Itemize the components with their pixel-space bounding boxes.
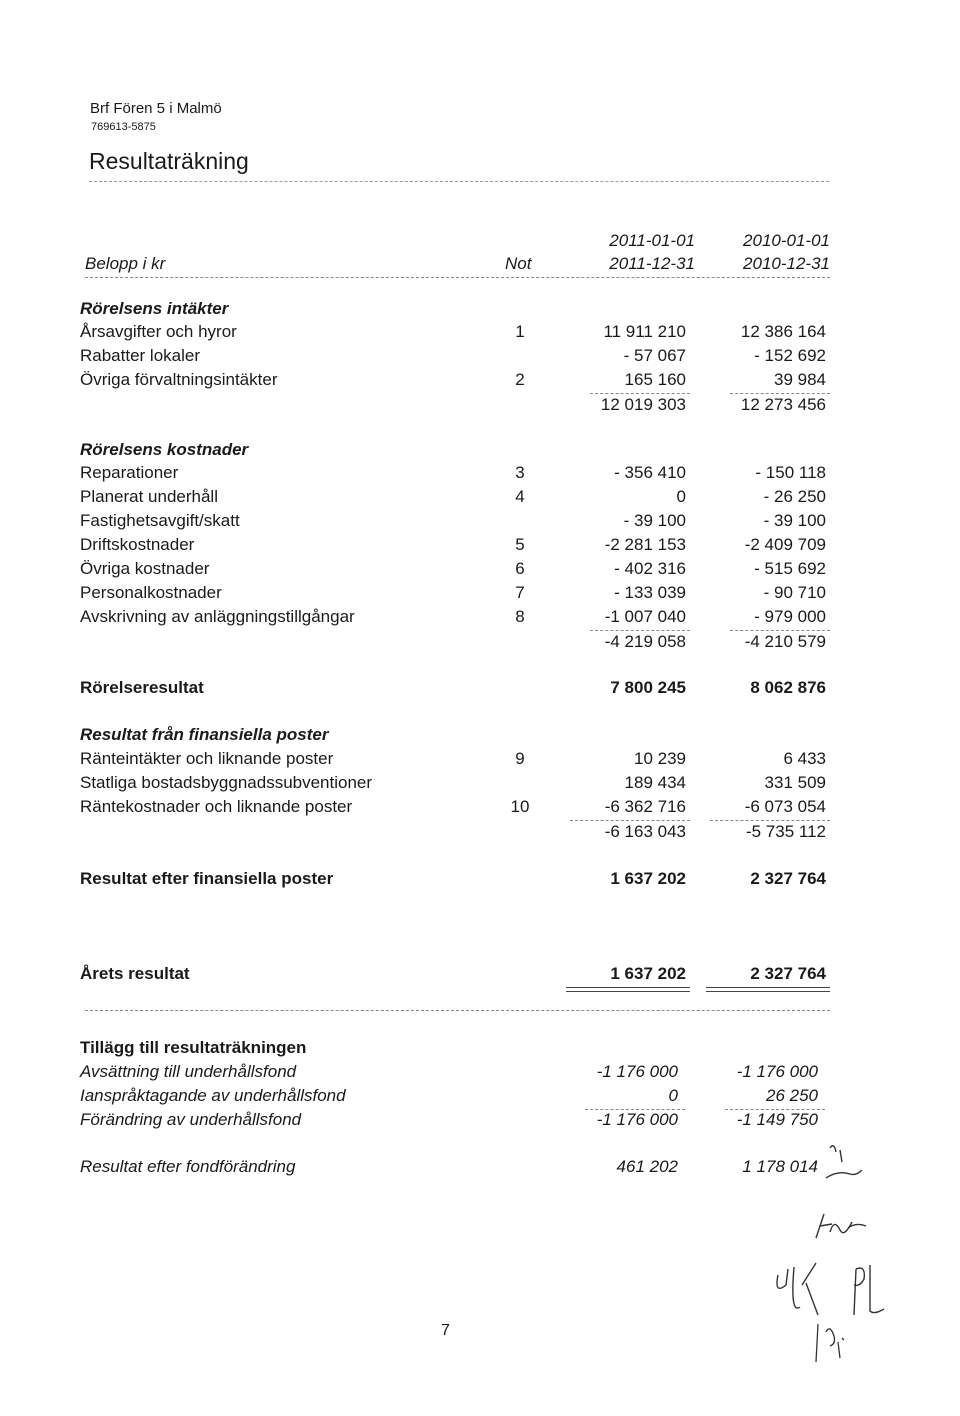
row-value-2011: 0 [676, 487, 686, 506]
page-number: 7 [441, 1322, 450, 1339]
period2-from: 2010-01-01 [743, 231, 830, 250]
row-note: 4 [515, 487, 525, 506]
row-label: Reparationer [80, 463, 179, 482]
row-label: Personalkostnader [80, 583, 222, 602]
row-value-2010: 8 062 876 [750, 678, 826, 697]
row-value-2011: - 39 100 [623, 511, 686, 530]
subtotal-row [0, 395, 960, 419]
row-label: Ränteintäkter och liknande poster [80, 749, 334, 768]
row-value-2011: - 57 067 [623, 346, 686, 365]
subtotal-line [570, 820, 690, 821]
annual-result-row [0, 964, 960, 988]
row-value-2010: -6 073 054 [744, 797, 826, 816]
table-row [0, 559, 960, 583]
title-divider [89, 181, 829, 182]
subtotal-line [730, 630, 830, 631]
row-value-2010: 39 984 [774, 370, 826, 389]
note-header: Not [505, 254, 532, 273]
table-row [0, 1086, 960, 1110]
header-underline [85, 277, 830, 278]
table-row [0, 583, 960, 607]
row-value-2010: 6 433 [783, 749, 826, 768]
row-value-2011: -1 176 000 [596, 1062, 678, 1081]
row-note: 8 [515, 607, 525, 626]
row-note: 1 [515, 322, 525, 341]
organization-number: 769613-5875 [91, 121, 156, 133]
row-label: Årsavgifter och hyror [80, 322, 237, 341]
row-value-2011: 165 160 [624, 370, 686, 389]
row-label: Ianspråktagande av underhållsfond [80, 1086, 346, 1105]
result-after-financial-row [0, 869, 960, 893]
table-row [0, 1110, 960, 1134]
period1-to: 2011-12-31 [609, 254, 695, 273]
row-note: 3 [515, 463, 525, 482]
section-divider [85, 1010, 830, 1011]
row-value-2011: -6 362 716 [604, 797, 686, 816]
subtotal-2010: -5 735 112 [745, 822, 826, 841]
section-heading: Tillägg till resultaträkningen [80, 1038, 307, 1057]
row-value-2011: -1 007 040 [604, 607, 686, 626]
row-value-2011: 1 637 202 [610, 964, 686, 983]
row-value-2010: - 515 692 [754, 559, 826, 578]
row-note: 5 [515, 535, 525, 554]
row-value-2010: -1 149 750 [736, 1110, 818, 1129]
row-value-2010: 26 250 [766, 1086, 818, 1105]
row-label: Årets resultat [80, 964, 190, 983]
operating-result-row [0, 678, 960, 702]
subtotal-line [710, 820, 830, 821]
table-row [0, 1062, 960, 1086]
section-heading-kostnader [0, 440, 960, 464]
row-value-2011: - 133 039 [614, 583, 686, 602]
organization-name: Brf Fören 5 i Malmö [90, 100, 222, 117]
row-note: 6 [515, 559, 525, 578]
section-heading-tillagg [0, 1038, 960, 1062]
row-value-2011: -2 281 153 [604, 535, 686, 554]
double-underline [566, 987, 690, 992]
table-row [0, 322, 960, 346]
row-value-2011: 10 239 [634, 749, 686, 768]
row-value-2010: 1 178 014 [742, 1157, 818, 1176]
row-value-2010: - 39 100 [763, 511, 826, 530]
row-value-2010: -1 176 000 [736, 1062, 818, 1081]
row-label: Rörelseresultat [80, 678, 204, 697]
handwritten-initials [818, 1140, 868, 1190]
row-label: Räntekostnader och liknande poster [80, 797, 353, 816]
row-label: Övriga förvaltningsintäkter [80, 370, 278, 389]
subtotal-2011: -6 163 043 [604, 822, 686, 841]
result-after-fund-row [0, 1157, 960, 1181]
table-row [0, 607, 960, 631]
row-value-2010: -2 409 709 [744, 535, 826, 554]
subtotal-2011: -4 219 058 [604, 632, 686, 651]
handwritten-initials [808, 1318, 858, 1368]
table-row [0, 370, 960, 394]
table-row [0, 463, 960, 487]
page-title: Resultaträkning [89, 148, 249, 174]
table-row [0, 511, 960, 535]
row-value-2010: 2 327 764 [750, 869, 826, 888]
row-value-2010: - 26 250 [763, 487, 826, 506]
row-value-2011: 1 637 202 [610, 869, 686, 888]
row-value-2011: 461 202 [616, 1157, 678, 1176]
table-row [0, 535, 960, 559]
subtotal-row [0, 632, 960, 656]
section-heading-finansiella [0, 725, 960, 749]
period1-from: 2011-01-01 [609, 231, 695, 250]
subtotal-line [590, 393, 690, 394]
subtotal-line [590, 630, 690, 631]
row-value-2011: -1 176 000 [596, 1110, 678, 1129]
row-label: Planerat underhåll [80, 487, 218, 506]
row-label: Avskrivning av anläggningstillgångar [80, 607, 355, 626]
row-note: 10 [510, 797, 530, 816]
table-row [0, 773, 960, 797]
section-heading: Resultat från finansiella poster [80, 725, 329, 744]
row-value-2011: 7 800 245 [610, 678, 686, 697]
row-label: Förändring av underhållsfond [80, 1110, 302, 1129]
subtotal-2011: 12 019 303 [600, 395, 686, 414]
row-label: Statliga bostadsbyggnadssubventioner [80, 773, 373, 792]
row-label: Driftskostnader [80, 535, 195, 554]
row-value-2011: 11 911 210 [603, 322, 686, 341]
subtotal-line [730, 393, 830, 394]
double-underline [706, 987, 830, 992]
table-row [0, 797, 960, 821]
row-value-2011: - 402 316 [614, 559, 686, 578]
section-heading-intakter [0, 299, 960, 323]
table-row [0, 487, 960, 511]
row-value-2011: 0 [668, 1086, 678, 1105]
section-heading: Rörelsens kostnader [80, 440, 249, 459]
handwritten-signature [808, 1208, 878, 1248]
row-value-2011: - 356 410 [614, 463, 686, 482]
row-value-2010: 331 509 [764, 773, 826, 792]
subtotal-row [0, 822, 960, 846]
row-note: 2 [515, 370, 525, 389]
row-value-2010: - 152 692 [754, 346, 826, 365]
row-value-2010: - 979 000 [754, 607, 826, 626]
row-note: 9 [515, 749, 525, 768]
section-heading: Rörelsens intäkter [80, 299, 229, 318]
row-label: Övriga kostnader [80, 559, 210, 578]
table-row [0, 749, 960, 773]
row-value-2010: 12 386 164 [740, 322, 826, 341]
row-note: 7 [515, 583, 525, 602]
amount-label: Belopp i kr [85, 254, 166, 273]
row-label: Fastighetsavgift/skatt [80, 511, 240, 530]
row-value-2010: 2 327 764 [750, 964, 826, 983]
subtotal-2010: 12 273 456 [740, 395, 826, 414]
row-value-2011: 189 434 [624, 773, 686, 792]
row-label: Resultat efter fondförändring [80, 1157, 296, 1176]
subtotal-2010: -4 210 579 [744, 632, 826, 651]
row-label: Resultat efter finansiella poster [80, 869, 334, 888]
row-label: Avsättning till underhållsfond [80, 1062, 297, 1081]
row-value-2010: - 90 710 [763, 583, 826, 602]
row-value-2010: - 150 118 [755, 463, 826, 482]
table-row [0, 346, 960, 370]
row-label: Rabatter lokaler [80, 346, 201, 365]
period2-to: 2010-12-31 [743, 254, 830, 273]
